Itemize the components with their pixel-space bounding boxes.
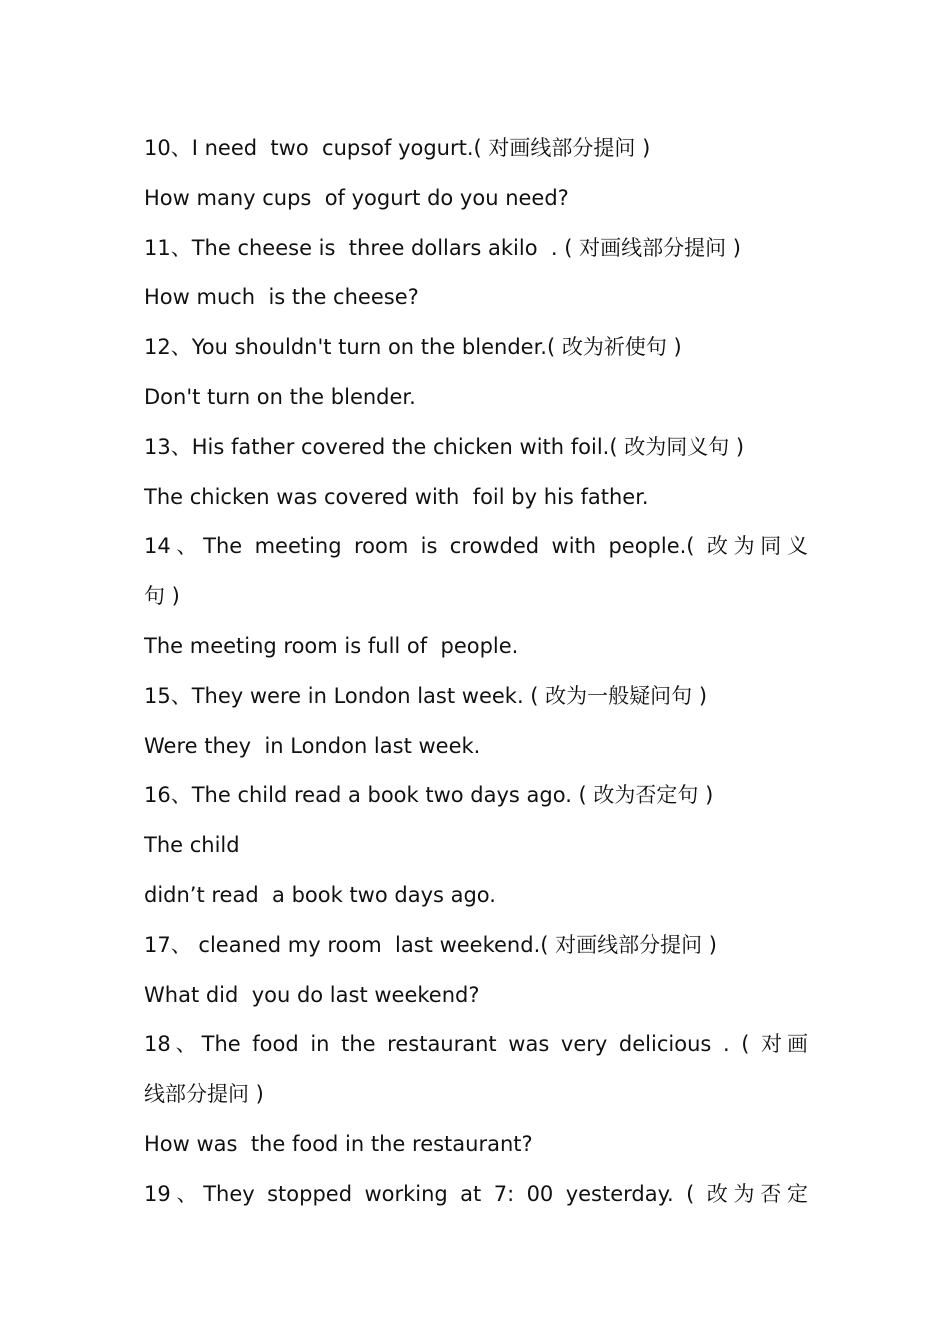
question-19: 19、They stopped working at 7: 00 yesterday. ( 改为否定 xyxy=(144,1181,808,1206)
question-10: 10、I need two cupsof yogurt.( 对画线部分提问 ) xyxy=(144,136,651,160)
answer-16-continued: didn’t read a book two days ago. xyxy=(144,882,496,907)
answer-18: How was the food in the restaurant? xyxy=(144,1131,533,1156)
question-16: 16、The child read a book two days ago. ( 改为否定句 ) xyxy=(144,783,714,808)
answer-10: How many cups of yogurt do you need? xyxy=(144,185,569,210)
answer-15: Were they in London last week. xyxy=(144,733,481,758)
question-14-continued: 句 ) xyxy=(144,584,180,609)
answer-12: Don't turn on the blender. xyxy=(144,384,416,409)
document-page xyxy=(144,124,808,1220)
answer-13: The chicken was covered with foil by his father. xyxy=(144,484,649,509)
question-17: 17、 cleaned my room last weekend.( 对画线部分提问 ) xyxy=(144,932,717,957)
question-11: 11、The cheese is three dollars akilo . ( 对画线部分提问 ) xyxy=(144,235,741,260)
answer-14: The meeting room is full of people. xyxy=(144,633,519,658)
question-14: 14、The meeting room is crowded with people.( 改为同义 xyxy=(144,534,808,559)
question-13: 13、His father covered the chicken with foil.( 改为同义句 ) xyxy=(144,434,745,459)
question-18-continued: 线部分提问 ) xyxy=(144,1082,264,1107)
answer-17: What did you do last weekend? xyxy=(144,982,480,1007)
question-15: 15、They were in London last week. ( 改为一般疑问句 ) xyxy=(144,683,708,708)
answer-11: How much is the cheese? xyxy=(144,285,419,310)
answer-16: The child xyxy=(144,833,240,858)
question-12: 12、You shouldn't turn on the blender.( 改为祈使句 ) xyxy=(144,335,682,360)
question-18: 18、The food in the restaurant was very delicious . ( 对画 xyxy=(144,1032,808,1057)
